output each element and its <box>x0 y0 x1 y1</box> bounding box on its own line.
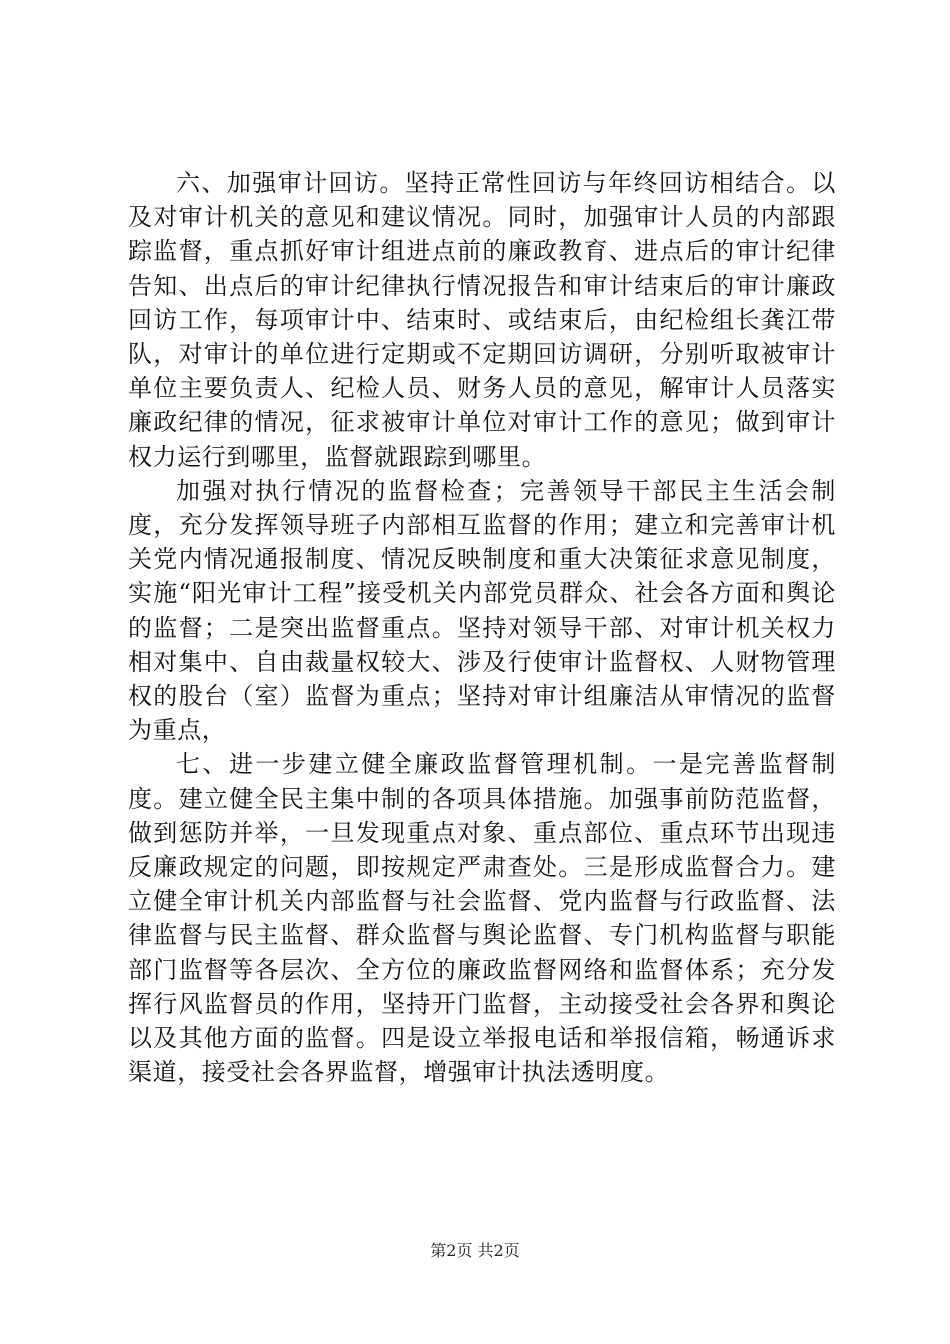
paragraph-revisit: 六、加强审计回访。坚持正常性回访与年终回访相结合。以及对审计机关的意见和建议情况。同时，加强审计人员的内部跟踪监督，重点抓好审计组进点前的廉政教育、进点后的审计纪律告知、出点后的审计纪律执行情况报告和审计结束后的审计廉政回访工作，每项审计中、结束时、或结束后，由纪检组长龚江带队，对审计的单位进行定期或不定期回访调研，分别听取被审计单位主要负责人、纪检人员、财务人员的意见，解审计人员落实廉政纪律的情况，征求被审计单位对审计工作的意见；做到审计权力运行到哪里，监督就跟踪到哪里。 <box>128 169 836 471</box>
page-number-footer: 第2页 共2页 <box>430 1241 520 1260</box>
document-body <box>128 166 836 1089</box>
paragraph-supervision-check: 加强对执行情况的监督检查；完善领导干部民主生活会制度，充分发挥领导班子内部相互监督的作用；建立和完善审计机关党内情况通报制度、情况反映制度和重大决策征求意见制度，实施“阳光审计工程”接受机关内部党员群众、社会各方面和舆论的监督；二是突出监督重点。坚持对领导干部、对审计机关权力相对集中、自由裁量权较大、涉及行使审计监督权、人财物管理权的股台（室）监督为重点；坚持对审计组廉洁从审情况的监督为重点， <box>128 476 836 745</box>
paragraph-supervision-mechanism: 七、进一步建立健全廉政监督管理机制。一是完善监督制度。建立健全民主集中制的各项具体措施。加强事前防范监督，做到惩防并举，一旦发现重点对象、重点部位、重点环节出现违反廉政规定的问题，即按规定严肃查处。三是形成监督合力。建立健全审计机关内部监督与社会监督、党内监督与行政监督、法律监督与民主监督、群众监督与舆论监督、专门机构监督与职能部门监督等各层次、全方位的廉政监督网络和监督体系；充分发挥行风监督员的作用，坚持开门监督，主动接受社会各界和舆论以及其他方面的监督。四是设立举报电话和举报信箱，畅通诉求渠道，接受社会各界监督，增强审计执法透明度。 <box>128 750 836 1087</box>
